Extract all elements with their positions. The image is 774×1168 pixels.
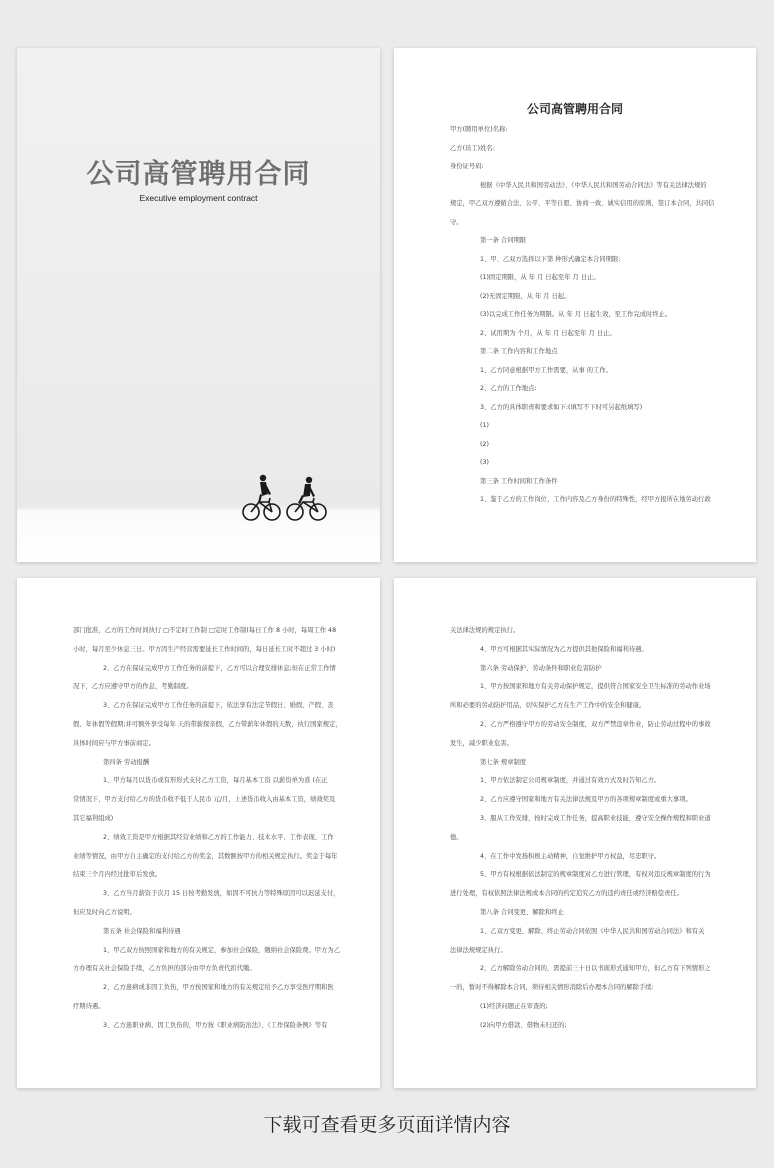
text-line: 结束三个月内经过批审后发放。 (73, 871, 162, 879)
contract-page-1 (394, 48, 756, 562)
text-line: 常情况下，甲方支付给乙方的货币收不低于人民币 元/月，上述货币收入由基本工资，绩效奖及 (73, 796, 336, 804)
text-line: 1、甲方每月以货币或有形形式支付乙方工资，每月基本工资 以薪资单为准 (在正 (103, 777, 328, 785)
text-line: (3)以完成工作任务为期限。从 年 月 日起生效，至工作完成时终止。 (480, 311, 672, 318)
text-line: 1、乙方同意根据甲方工作需要，从事 的工作。 (480, 366, 612, 374)
text-line: 2、乙方患病或非因工负伤，甲方按国家和地方的有关规定给予乙方享受医疗期和医 (103, 984, 334, 992)
text-line: 根据《中华人民共和国劳动法》、《中华人民共和国劳动合同法》等有关法律法规的 (480, 181, 707, 189)
text-line: 小时，每月至少休息三日。甲方因生产经营需要延长工作时间的，每日延长工时不超过 3 小时) (73, 645, 336, 653)
text-line: 1、甲方依法制定公司规章制度，并通过有效方式及时告知乙方。 (480, 777, 661, 785)
text-line: 第二条 工作内容和工作地点 (480, 348, 558, 355)
text-line: 德。 (450, 833, 463, 841)
text-line: (1)经济问题正在审查的; (480, 1003, 548, 1010)
text-line: 具体时间应与甲方事前商定。 (73, 739, 155, 747)
text-line: 第五条 社会保险和福利待遇 (103, 927, 181, 935)
text-line: 守。 (450, 218, 463, 226)
text-line: 第七条 规章制度 (480, 758, 527, 766)
text-line: 1、甲乙双方按照国家和地方的有关规定，参加社会保险，缴纳社会保险费。甲方为乙 (103, 946, 340, 954)
text-line: 4、甲方可根据其实际情况为乙方提供其他保险和福利待遇。 (480, 645, 648, 653)
cover-subtitle: Executive employment contract (139, 193, 258, 203)
contract-page-2 (17, 578, 380, 1088)
text-line: 但应及时向乙方说明。 (73, 909, 136, 916)
download-more-notice[interactable]: 下载可查看更多页面详情内容 (263, 1114, 511, 1136)
text-line: 1、乙双方变更、解除、终止劳动合同依照《中华人民共和国劳动合同法》和有关 (480, 927, 705, 935)
text-line: 进行处理，有权依照法律法规或本合同的约定追究乙方的违约责任或经济赔偿责任。 (450, 890, 683, 898)
text-line: (2) (480, 440, 489, 448)
text-line: 甲方(聘用单位)名称: (450, 126, 508, 133)
text-line: (1)固定期限，从 年 月 日起至年 月 日止。 (480, 274, 600, 281)
cover-page (17, 48, 380, 562)
text-line: 4、在工作中发扬积极主动精神，自觉维护甲方权益，尽忠职守。 (480, 852, 661, 860)
text-line: 第六条 劳动保护、劳动条件和职业危害防护 (480, 664, 602, 672)
text-line: 2、试用期为 个月，从 年 月 日起至年 月 日止。 (480, 329, 616, 337)
text-line: 第八条 合同变更、解除和终止 (480, 909, 564, 916)
text-line: 2、乙方在保证完成甲方工作任务的前提下，乙方可以合理安排休息;但在正常工作情 (103, 664, 336, 672)
text-line: 3、服从工作安排，按时完成工作任务，提高职业技能，遵守安全操作规程和职业道 (480, 815, 711, 822)
text-line: 法律法规规定执行。 (450, 946, 507, 954)
text-line: 规定，甲乙双方遵循合法、公平、平等自愿、协商一致、诚实信用的原则，签订本合同，共同信 (450, 200, 715, 207)
contract-title: 公司高管聘用合同 (526, 102, 623, 116)
text-line: 业绩等情况，由甲方自主确定的支付给乙方的奖金，其数额按甲方的相关规定执行。奖金于每年 (73, 852, 338, 860)
text-line: 方办理有关社会保险手续，乙方负担的部分由甲方负责代扣代缴。 (73, 965, 256, 973)
cyclists-illustration (239, 472, 339, 522)
contract-page-3 (394, 578, 756, 1088)
text-line: 身份证号码: (450, 163, 484, 170)
text-line: (1) (480, 422, 489, 429)
text-line: 3、乙方在保证完成甲方工作任务的前提下，依法享有法定节假日、婚假、产假、丧 (103, 702, 334, 710)
text-line: 2、绩效工资是甲方根据其经营业绩和乙方的工作能力、技术水平、工作表现、工作 (103, 833, 334, 841)
text-line: 假、年休假等假期;并可额外享受每年 天的带薪探亲假，乙方带薪年休假的天数，执行国家规定， (73, 721, 342, 728)
text-line: 一的，暂时不得解除本合同，须待相关情形消除后办理本合同的解除手续: (450, 984, 654, 992)
cover-title: 公司高管聘用合同 (86, 159, 311, 190)
text-line: 2、乙方应遵守国家和地方有关法律法规及甲方的各项规章制度或重大事项。 (480, 796, 692, 804)
text-line: 关法律法规的规定执行。 (450, 627, 520, 634)
text-line: 其它福利组成) (73, 815, 114, 822)
text-line: 第一条 合同期限 (480, 237, 527, 244)
text-line: 2、乙方的工作地点: (480, 385, 537, 392)
text-line: 1、鉴于乙方的工作岗位、工作内容及乙方身份的特殊性，经甲方报所在地劳动行政 (480, 496, 711, 503)
text-line: 况下，乙方应遵守甲方的作息、考勤制度。 (73, 683, 193, 691)
text-line: (2)无固定期限，从 年 月 日起。 (480, 292, 571, 300)
text-line: 1、甲、乙双方选择以下第 种形式确定本合同期限: (480, 255, 621, 263)
text-line: 发生，减少职业危害。 (450, 739, 513, 747)
text-line: 乙方(员工)姓名: (450, 144, 495, 152)
text-line: (3) (480, 459, 489, 466)
text-line: 1、甲方按国家和地方有关劳动保护规定，提供符合国家安全卫生标准的劳动作业场 (480, 683, 711, 691)
text-line: 3、乙方患职业病、因工负伤的，甲方按《职业病防治法》、《工作保险条例》等有 (103, 1021, 328, 1029)
text-line: 5、甲方有权根据依法制定的规章制度对乙方进行管理，有权对违反规章制度的行为 (480, 871, 711, 879)
text-line: 所和必要的劳动防护用品，切实保护乙方在生产工作中的安全和健康。 (450, 702, 646, 710)
text-line: 3、乙方当月薪资于次月 15 日按考勤发放，如因不可抗力等特殊原因可以迟延支付， (103, 890, 340, 898)
text-line: 2、乙方严格遵守甲方的劳动安全制度，双方严禁违章作业，防止劳动过程中的事故 (480, 721, 711, 728)
text-line: 疗期待遇。 (73, 1003, 105, 1010)
text-line: (2)向甲方借款、借物未归还的; (480, 1021, 567, 1029)
text-line: 第四条 劳动报酬 (103, 758, 150, 766)
text-line: 部门批准，乙方的工作时间执行 □不定时工作制 □定时工作制(每日工作 8 小时，每周工作 48 (73, 627, 337, 634)
text-line: 2、乙方解除劳动合同的，需提前三十日以书面形式通知甲方，但乙方有下列情形之 (480, 965, 711, 973)
text-line: 第三条 工作时间和工作条件 (480, 477, 558, 485)
text-line: 3、乙方的具体职责和要求如下:(填写不下时可另起纸填写) (480, 403, 643, 411)
